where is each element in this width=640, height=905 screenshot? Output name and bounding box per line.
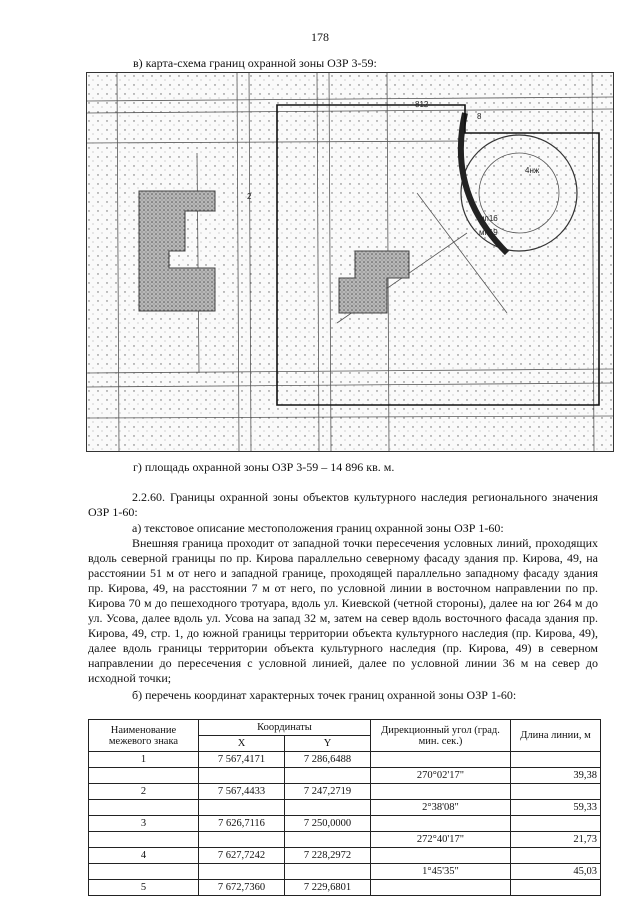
table-row	[89, 816, 601, 832]
segment-length: 39,38	[511, 768, 601, 784]
coordinates-table	[88, 719, 601, 896]
point-name: 3	[89, 816, 199, 832]
header-angle: Дирекционный угол (град. мин. сек.)	[371, 720, 511, 752]
map-label: 4нж	[525, 166, 540, 175]
table-row	[89, 832, 601, 848]
item-b-heading: б) перечень координат характерных точек границ охранной зоны ОЗР 1-60:	[132, 688, 517, 702]
map-label: 8	[477, 112, 482, 121]
point-y: 7 228,2972	[285, 848, 371, 864]
segment-angle: 270°02'17"	[371, 768, 511, 784]
table-row	[89, 800, 601, 816]
area-text: г) площадь охранной зоны ОЗР 3-59 – 14 896 кв. м.	[133, 460, 395, 474]
table-row	[89, 752, 601, 768]
item-a-heading: а) текстовое описание местоположения границ охранной зоны ОЗР 1-60:	[132, 521, 504, 535]
map-caption: в) карта-схема границ охранной зоны ОЗР 3-59:	[133, 56, 377, 70]
header-length: Длина линии, м	[511, 720, 601, 752]
site-map-drawing	[87, 73, 613, 451]
table-row	[89, 784, 601, 800]
point-x: 7 672,7360	[199, 880, 285, 896]
map-label: 812	[415, 100, 429, 109]
point-y: 7 286,6488	[285, 752, 371, 768]
table-row	[89, 864, 601, 880]
segment-angle: 2°38'08"	[371, 800, 511, 816]
section-heading: 2.2.60. Границы охранной зоны объектов культурного наследия регионального значения ОЗР 1-60:	[88, 490, 598, 519]
point-y: 7 250,0000	[285, 816, 371, 832]
segment-angle: 272°40'17"	[371, 832, 511, 848]
point-name: 1	[89, 752, 199, 768]
page-number: 178	[311, 30, 329, 44]
point-name: 5	[89, 880, 199, 896]
point-name: 4	[89, 848, 199, 864]
header-name: Наименование межевого знака	[89, 720, 199, 752]
point-x: 7 567,4433	[199, 784, 285, 800]
point-name: 2	[89, 784, 199, 800]
point-y: 7 247,2719	[285, 784, 371, 800]
header-y: Y	[285, 736, 371, 752]
map-label: мп19	[479, 228, 498, 237]
table-row	[89, 848, 601, 864]
site-map	[86, 72, 614, 452]
header-x: X	[199, 736, 285, 752]
segment-angle: 1°45'35"	[371, 864, 511, 880]
point-x: 7 567,4171	[199, 752, 285, 768]
map-label: 2	[247, 192, 252, 201]
point-x: 7 626,7116	[199, 816, 285, 832]
segment-length: 59,33	[511, 800, 601, 816]
segment-length: 45,03	[511, 864, 601, 880]
segment-length: 21,73	[511, 832, 601, 848]
point-y: 7 229,6801	[285, 880, 371, 896]
table-row	[89, 768, 601, 784]
point-x: 7 627,7242	[199, 848, 285, 864]
header-coords: Координаты	[199, 720, 371, 736]
boundary-description: Внешняя граница проходит от западной точки пересечения условных линий, проходящих вдоль северной границы по пр. Кирова параллельно северному фасаду здания пр. Кирова, 49, на расстоянии 51 м от него и западной границе, проходящей параллельно западному фасаду здания пр. Кирова, 49, на расстоянии 7 м от него, по условной линии в восточном направлении по пр. Кирова 70 м до пешеходного тротуара, вдоль ул. Киевской (четной стороны), далее на юг 264 м до ул. Усова, далее вдоль ул. Усова на запад 32 м, затем на север вдоль восточного фасада здания пр. Кирова, 49, стр. 1, до южной границы территории объекта культурного наследия (пр. Кирова, 49), далее вдоль границы территории объекта культурного наследия (пр. Кирова, 49) в северном направлении до пересечения с условной линией, далее по условной линии 36 м на север до исходной точки;	[88, 536, 598, 685]
map-label: мп16	[479, 214, 498, 223]
table-row	[89, 880, 601, 896]
